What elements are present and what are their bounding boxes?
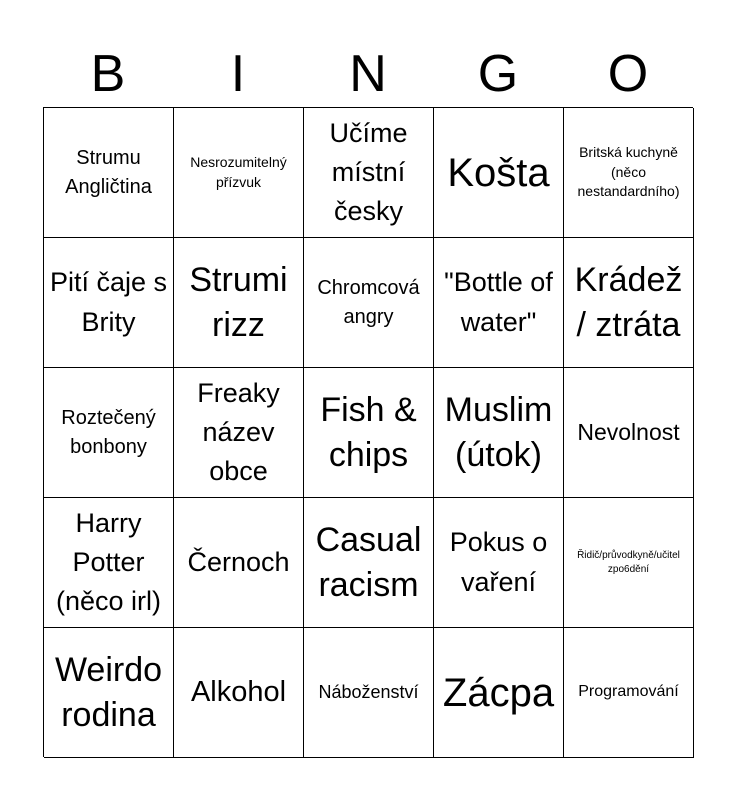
bingo-cell[interactable]: Muslim (útok)	[434, 368, 564, 498]
bingo-board	[43, 107, 693, 757]
bingo-cell[interactable]: "Bottle of water"	[434, 238, 564, 368]
header-letter-n: N	[349, 45, 387, 103]
bingo-cell[interactable]: Pití čaje s Brity	[44, 238, 174, 368]
bingo-cell[interactable]: Strumu Angličtina	[44, 108, 174, 238]
header-letter-i: I	[230, 45, 246, 103]
bingo-cell[interactable]: Krádež / ztráta	[564, 238, 694, 368]
bingo-cell[interactable]: Alkohol	[174, 628, 304, 758]
header-letter-g: G	[477, 45, 519, 103]
header-letter-b: B	[90, 45, 126, 103]
bingo-cell[interactable]: Zácpa	[434, 628, 564, 758]
header-letter-o: O	[607, 45, 649, 103]
bingo-cell[interactable]: Casual racism	[304, 498, 434, 628]
bingo-cell[interactable]: Weirdo rodina	[44, 628, 174, 758]
bingo-cell[interactable]: Náboženství	[304, 628, 434, 758]
bingo-cell[interactable]: Nesrozumitelný přízvuk	[174, 108, 304, 238]
bingo-cell[interactable]: Strumi rizz	[174, 238, 304, 368]
bingo-cell[interactable]: Britská kuchyně (něco nestandardního)	[564, 108, 694, 238]
bingo-cell[interactable]: Freaky název obce	[174, 368, 304, 498]
bingo-header	[43, 40, 693, 108]
bingo-cell[interactable]: Pokus o vaření	[434, 498, 564, 628]
bingo-cell[interactable]: Nevolnost	[564, 368, 694, 498]
bingo-cell[interactable]: Fish & chips	[304, 368, 434, 498]
bingo-cell[interactable]: Řidič/průvodkyně/učitel zpo6dění	[564, 498, 694, 628]
bingo-cell[interactable]: Košta	[434, 108, 564, 238]
bingo-cell[interactable]: Programování	[564, 628, 694, 758]
bingo-cell[interactable]: Učíme místní česky	[304, 108, 434, 238]
bingo-cell[interactable]: Chromcová angry	[304, 238, 434, 368]
bingo-cell[interactable]: Harry Potter (něco irl)	[44, 498, 174, 628]
bingo-cell[interactable]: Černoch	[174, 498, 304, 628]
bingo-cell[interactable]: Roztečený bonbony	[44, 368, 174, 498]
